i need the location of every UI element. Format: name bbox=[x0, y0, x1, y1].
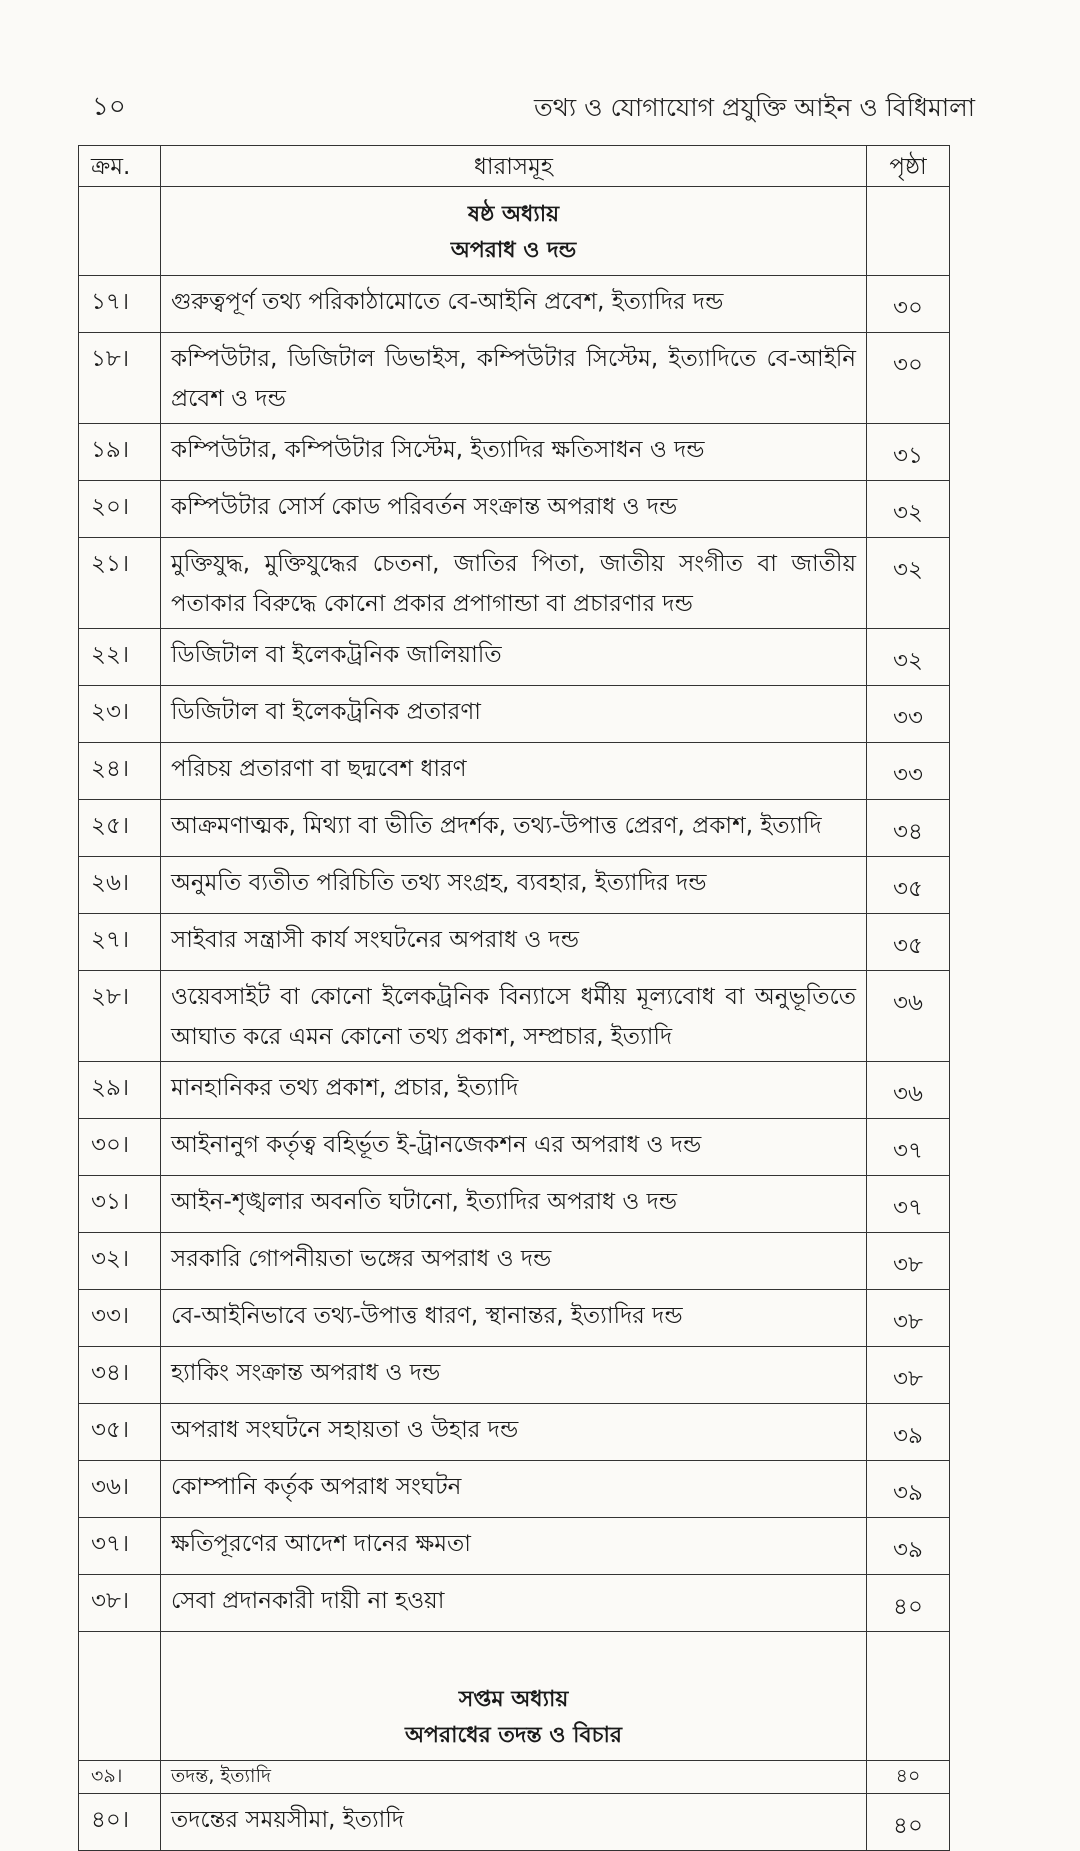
row-page: ৩৬ bbox=[893, 990, 923, 1016]
row-serial: ২০। bbox=[79, 481, 161, 537]
row-serial: ২৮। bbox=[79, 971, 161, 1061]
row-page: ৩৯ bbox=[893, 1537, 923, 1563]
row-section: ক্ষতিপূরণের আদেশ দানের ক্ষমতা bbox=[161, 1518, 867, 1574]
table-row bbox=[79, 333, 949, 424]
row-section: মুক্তিযুদ্ধ, মুক্তিযুদ্ধের চেতনা, জাতির পিতা, জাতীয় সংগীত বা জাতীয় পতাকার বিরুদ্ধে কোনো প্রকার প্রপাগান্ডা বা প্রচারণার দন্ড bbox=[161, 538, 867, 628]
row-section: সাইবার সন্ত্রাসী কার্য সংঘটনের অপরাধ ও দন্ড bbox=[161, 914, 867, 970]
table-row bbox=[79, 1062, 949, 1119]
table-row bbox=[79, 424, 949, 481]
chapter-subtitle: অপরাধ ও দন্ড bbox=[450, 238, 577, 263]
table-row bbox=[79, 1461, 949, 1518]
table-row bbox=[79, 1290, 949, 1347]
table-row bbox=[79, 914, 949, 971]
row-section: অনুমতি ব্যতীত পরিচিতি তথ্য সংগ্রহ, ব্যবহার, ইত্যাদির দন্ড bbox=[161, 857, 867, 913]
table-row bbox=[79, 800, 949, 857]
row-section: মানহানিকর তথ্য প্রকাশ, প্রচার, ইত্যাদি bbox=[161, 1062, 867, 1118]
row-serial: ৩৮। bbox=[79, 1575, 161, 1631]
row-section: অপরাধ সংঘটনে সহায়তা ও উহার দন্ড bbox=[161, 1404, 867, 1460]
table-row bbox=[79, 1404, 949, 1461]
row-page: ৩০ bbox=[893, 295, 923, 321]
row-serial: ৩৫। bbox=[79, 1404, 161, 1460]
row-page: ৩১ bbox=[893, 443, 923, 469]
row-page: ৩৫ bbox=[893, 933, 923, 959]
row-page: ৩৯ bbox=[893, 1480, 923, 1506]
row-section: আইন-শৃঙ্খলার অবনতি ঘটানো, ইত্যাদির অপরাধ ও দন্ড bbox=[161, 1176, 867, 1232]
row-section: ডিজিটাল বা ইলেকট্রনিক প্রতারণা bbox=[161, 686, 867, 742]
table-row bbox=[79, 629, 949, 686]
row-section: ডিজিটাল বা ইলেকট্রনিক জালিয়াতি bbox=[161, 629, 867, 685]
row-serial: ৩১। bbox=[79, 1176, 161, 1232]
row-serial: ২১। bbox=[79, 538, 161, 628]
row-page: ৩৮ bbox=[893, 1366, 923, 1392]
row-page: ৩০ bbox=[893, 352, 923, 378]
row-serial: ৩৬। bbox=[79, 1461, 161, 1517]
row-page: ৩৯ bbox=[893, 1423, 923, 1449]
row-page: ৩৭ bbox=[893, 1195, 923, 1221]
table-row bbox=[79, 971, 949, 1062]
row-serial: ১৮। bbox=[79, 333, 161, 423]
chapter-title: ষষ্ঠ অধ্যায় bbox=[467, 202, 560, 227]
row-serial: ১৭। bbox=[79, 276, 161, 332]
row-serial: ২৪। bbox=[79, 743, 161, 799]
row-section: হ্যাকিং সংক্রান্ত অপরাধ ও দন্ড bbox=[161, 1347, 867, 1403]
row-page: ৩৮ bbox=[893, 1309, 923, 1335]
table-row bbox=[79, 1794, 949, 1850]
table-row bbox=[79, 1233, 949, 1290]
row-page: ৩৬ bbox=[893, 1081, 923, 1107]
row-serial: ৩৭। bbox=[79, 1518, 161, 1574]
row-page: ৪০ bbox=[895, 1765, 921, 1787]
row-serial: ২৩। bbox=[79, 686, 161, 742]
row-section: পরিচয় প্রতারণা বা ছদ্মবেশ ধারণ bbox=[161, 743, 867, 799]
column-header-sections: ধারাসমূহ bbox=[161, 146, 867, 186]
row-page: ৩৩ bbox=[893, 705, 923, 731]
row-section: গুরুত্বপূর্ণ তথ্য পরিকাঠামোতে বে-আইনি প্রবেশ, ইত্যাদির দন্ড bbox=[161, 276, 867, 332]
table-row bbox=[79, 686, 949, 743]
page-number: ১০ bbox=[92, 92, 126, 122]
table-row bbox=[79, 1347, 949, 1404]
table-row bbox=[79, 538, 949, 629]
row-serial: ৪০। bbox=[79, 1794, 161, 1850]
row-serial: ৩৯। bbox=[79, 1761, 161, 1793]
row-serial: ৩৪। bbox=[79, 1347, 161, 1403]
row-serial: ২৭। bbox=[79, 914, 161, 970]
table-row bbox=[79, 1761, 949, 1794]
table-row bbox=[79, 481, 949, 538]
table-row bbox=[79, 1575, 949, 1632]
chapter-title: সপ্তম অধ্যায় bbox=[458, 1687, 569, 1712]
row-serial: ৩২। bbox=[79, 1233, 161, 1289]
chapter-heading-6 bbox=[79, 187, 949, 276]
row-section: আইনানুগ কর্তৃত্ব বহির্ভূত ই-ট্রানজেকশন এর অপরাধ ও দন্ড bbox=[161, 1119, 867, 1175]
row-section: তদন্ত, ইত্যাদি bbox=[161, 1761, 867, 1793]
row-section: ওয়েবসাইট বা কোনো ইলেকট্রনিক বিন্যাসে ধর্মীয় মূল্যবোধ বা অনুভূতিতে আঘাত করে এমন কোনো তথ্য প্রকাশ, সম্প্রচার, ইত্যাদি bbox=[161, 971, 867, 1061]
row-page: ৩২ bbox=[893, 648, 923, 674]
row-section: সরকারি গোপনীয়তা ভঙ্গের অপরাধ ও দন্ড bbox=[161, 1233, 867, 1289]
row-page: ৩৩ bbox=[893, 762, 923, 788]
chapter-subtitle: অপরাধের তদন্ত ও বিচার bbox=[404, 1723, 623, 1748]
row-page: ৩৭ bbox=[893, 1138, 923, 1164]
row-page: ৩৮ bbox=[893, 1252, 923, 1278]
row-section: কম্পিউটার সোর্স কোড পরিবর্তন সংক্রান্ত অপরাধ ও দন্ড bbox=[161, 481, 867, 537]
table-row bbox=[79, 857, 949, 914]
row-serial: ২২। bbox=[79, 629, 161, 685]
row-section: সেবা প্রদানকারী দায়ী না হওয়া bbox=[161, 1575, 867, 1631]
row-section: কম্পিউটার, কম্পিউটার সিস্টেম, ইত্যাদির ক্ষতিসাধন ও দন্ড bbox=[161, 424, 867, 480]
row-section: কোম্পানি কর্তৃক অপরাধ সংঘটন bbox=[161, 1461, 867, 1517]
row-section: আক্রমণাত্মক, মিথ্যা বা ভীতি প্রদর্শক, তথ্য-উপাত্ত প্রেরণ, প্রকাশ, ইত্যাদি bbox=[161, 800, 867, 856]
row-serial: ৩০। bbox=[79, 1119, 161, 1175]
table-row bbox=[79, 743, 949, 800]
row-serial: ২৬। bbox=[79, 857, 161, 913]
table-row bbox=[79, 1119, 949, 1176]
table-header bbox=[79, 146, 949, 187]
column-header-serial: ক্রম. bbox=[79, 146, 161, 186]
row-section: তদন্তের সময়সীমা, ইত্যাদি bbox=[161, 1794, 867, 1850]
row-serial: ২৫। bbox=[79, 800, 161, 856]
table-row bbox=[79, 1176, 949, 1233]
table-row bbox=[79, 1518, 949, 1575]
table-of-contents bbox=[78, 145, 950, 1851]
row-serial: ১৯। bbox=[79, 424, 161, 480]
row-page: ৩৫ bbox=[893, 876, 923, 902]
running-title: তথ্য ও যোগাযোগ প্রযুক্তি আইন ও বিধিমালা bbox=[533, 93, 975, 122]
chapter-heading-7 bbox=[79, 1632, 949, 1761]
row-section: কম্পিউটার, ডিজিটাল ডিভাইস, কম্পিউটার সিস্টেম, ইত্যাদিতে বে-আইনি প্রবেশ ও দন্ড bbox=[161, 333, 867, 423]
row-section: বে-আইনিভাবে তথ্য-উপাত্ত ধারণ, স্থানান্তর, ইত্যাদির দন্ড bbox=[161, 1290, 867, 1346]
row-page: ৪০ bbox=[893, 1813, 923, 1839]
row-serial: ২৯। bbox=[79, 1062, 161, 1118]
row-page: ৩২ bbox=[893, 500, 923, 526]
row-page: ৪০ bbox=[893, 1594, 923, 1620]
table-row bbox=[79, 276, 949, 333]
row-serial: ৩৩। bbox=[79, 1290, 161, 1346]
row-page: ৩৪ bbox=[893, 819, 923, 845]
column-header-page: পৃষ্ঠা bbox=[889, 154, 927, 180]
row-page: ৩২ bbox=[893, 557, 923, 583]
